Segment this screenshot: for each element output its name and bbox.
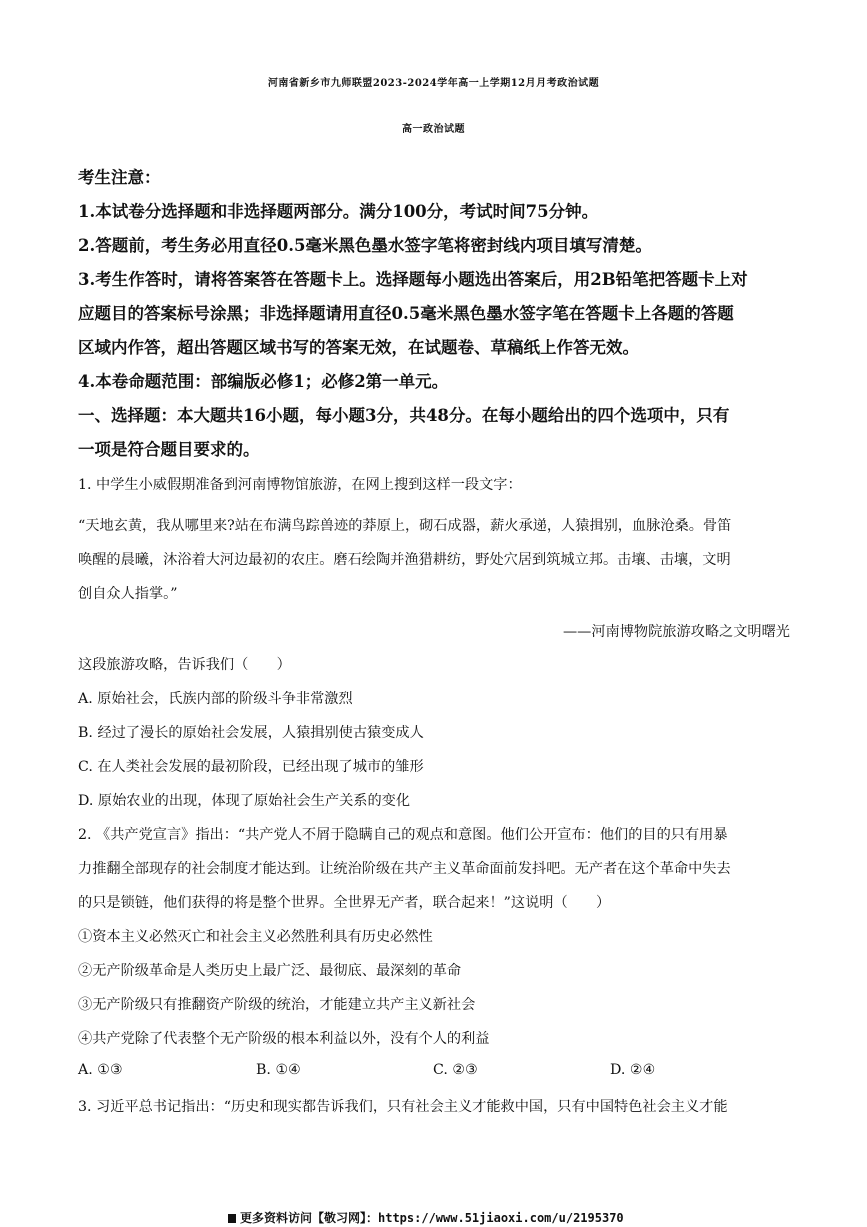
q2-statement-3: ③无产阶级只有推翻资产阶级的统治，才能建立共产主义新社会 bbox=[78, 997, 476, 1013]
q2-stem-cont: 的只是锁链，他们获得的将是整个世界。全世界无产者，联合起来！”这说明（ ） bbox=[78, 895, 611, 911]
q1-option-c: C. 在人类社会发展的最初阶段，已经出现了城市的雏形 bbox=[78, 759, 424, 775]
q3-stem: 3. 习近平总书记指出：“历史和现实都告诉我们，只有社会主义才能救中国，只有中国特色社会主义才能 bbox=[78, 1099, 728, 1115]
q1-source: ——河南博物院旅游攻略之文明曙光 bbox=[562, 624, 790, 640]
q2-choice-c: C. ②③ bbox=[433, 1062, 478, 1078]
q1-option-d: D. 原始农业的出现，体现了原始社会生产关系的变化 bbox=[78, 793, 411, 809]
q1-quote-line: “天地玄黄，我从哪里来?站在布满鸟踪兽迹的莽原上，砌石成器，薪火承递，人猿揖别，血脉沧桑。骨笛 bbox=[78, 518, 732, 534]
notice-item-3-cont: 应题目的答案标号涂黑；非选择题请用直径0.5毫米黑色墨水签字笔在答题卡上各题的答题 bbox=[78, 304, 734, 323]
q2-statement-2: ②无产阶级革命是人类历史上最广泛、最彻底、最深刻的革命 bbox=[78, 963, 462, 979]
section-heading-cont: 一项是符合题目要求的。 bbox=[78, 440, 260, 459]
notice-item-3: 3.考生作答时，请将答案答在答题卡上。选择题每小题选出答案后，用2B铅笔把答题卡上对 bbox=[78, 270, 748, 289]
notice-heading: 考生注意： bbox=[78, 168, 161, 187]
q2-statement-4: ④共产党除了代表整个无产阶级的根本利益以外，没有个人的利益 bbox=[78, 1031, 490, 1047]
section-heading: 一、选择题：本大题共16小题，每小题3分，共48分。在每小题给出的四个选项中，只有 bbox=[78, 406, 730, 425]
footer-link[interactable] bbox=[228, 1209, 624, 1226]
q1-ask: 这段旅游攻略，告诉我们（ ） bbox=[78, 657, 291, 673]
footer-text: 更多资料访问【敬习网】：https://www.51jiaoxi.com/u/2195370 bbox=[240, 1211, 624, 1225]
q2-stem-cont: 力推翻全部现存的社会制度才能达到。让统治阶级在共产主义革命面前发抖吧。无产者在这个革命中失去 bbox=[78, 861, 731, 877]
notice-item-2: 2.答题前，考生务必用直径0.5毫米黑色墨水签字笔将密封线内项目填写清楚。 bbox=[78, 236, 652, 255]
q2-choice-a: A. ①③ bbox=[78, 1062, 123, 1078]
notice-item-3-cont2: 区域内作答，超出答题区域书写的答案无效，在试题卷、草稿纸上作答无效。 bbox=[78, 338, 639, 357]
flag-icon bbox=[228, 1214, 236, 1223]
q2-choice-b: B. ①④ bbox=[256, 1062, 301, 1078]
q1-option-a: A. 原始社会，氏族内部的阶级斗争非常激烈 bbox=[78, 691, 353, 707]
notice-item-4: 4.本卷命题范围：部编版必修1；必修2第一单元。 bbox=[78, 372, 449, 391]
page-title: 河南省新乡市九师联盟2023-2024学年高一上学期12月月考政治试题 bbox=[267, 78, 600, 89]
q1-stem: 1. 中学生小威假期准备到河南博物馆旅游，在网上搜到这样一段文字： bbox=[78, 477, 522, 493]
q1-option-b: B. 经过了漫长的原始社会发展，人猿揖别使古猿变成人 bbox=[78, 725, 424, 741]
q2-statement-1: ①资本主义必然灭亡和社会主义必然胜利具有历史必然性 bbox=[78, 929, 433, 945]
q1-quote-line: 创自众人指掌。” bbox=[78, 586, 178, 602]
q1-quote-line: 唤醒的晨曦，沐浴着大河边最初的农庄。磨石绘陶并渔猎耕纺，野处穴居到筑城立邦。击壤、击壤，文明 bbox=[78, 552, 731, 568]
q2-stem: 2. 《共产党宣言》指出：“共产党人不屑于隐瞒自己的观点和意图。他们公开宣布：他们的目的只有用暴 bbox=[78, 827, 728, 843]
q2-choice-d: D. ②④ bbox=[610, 1062, 656, 1078]
notice-item-1: 1.本试卷分选择题和非选择题两部分。满分100分，考试时间75分钟。 bbox=[78, 202, 599, 221]
page-subtitle: 高一政治试题 bbox=[402, 124, 465, 135]
